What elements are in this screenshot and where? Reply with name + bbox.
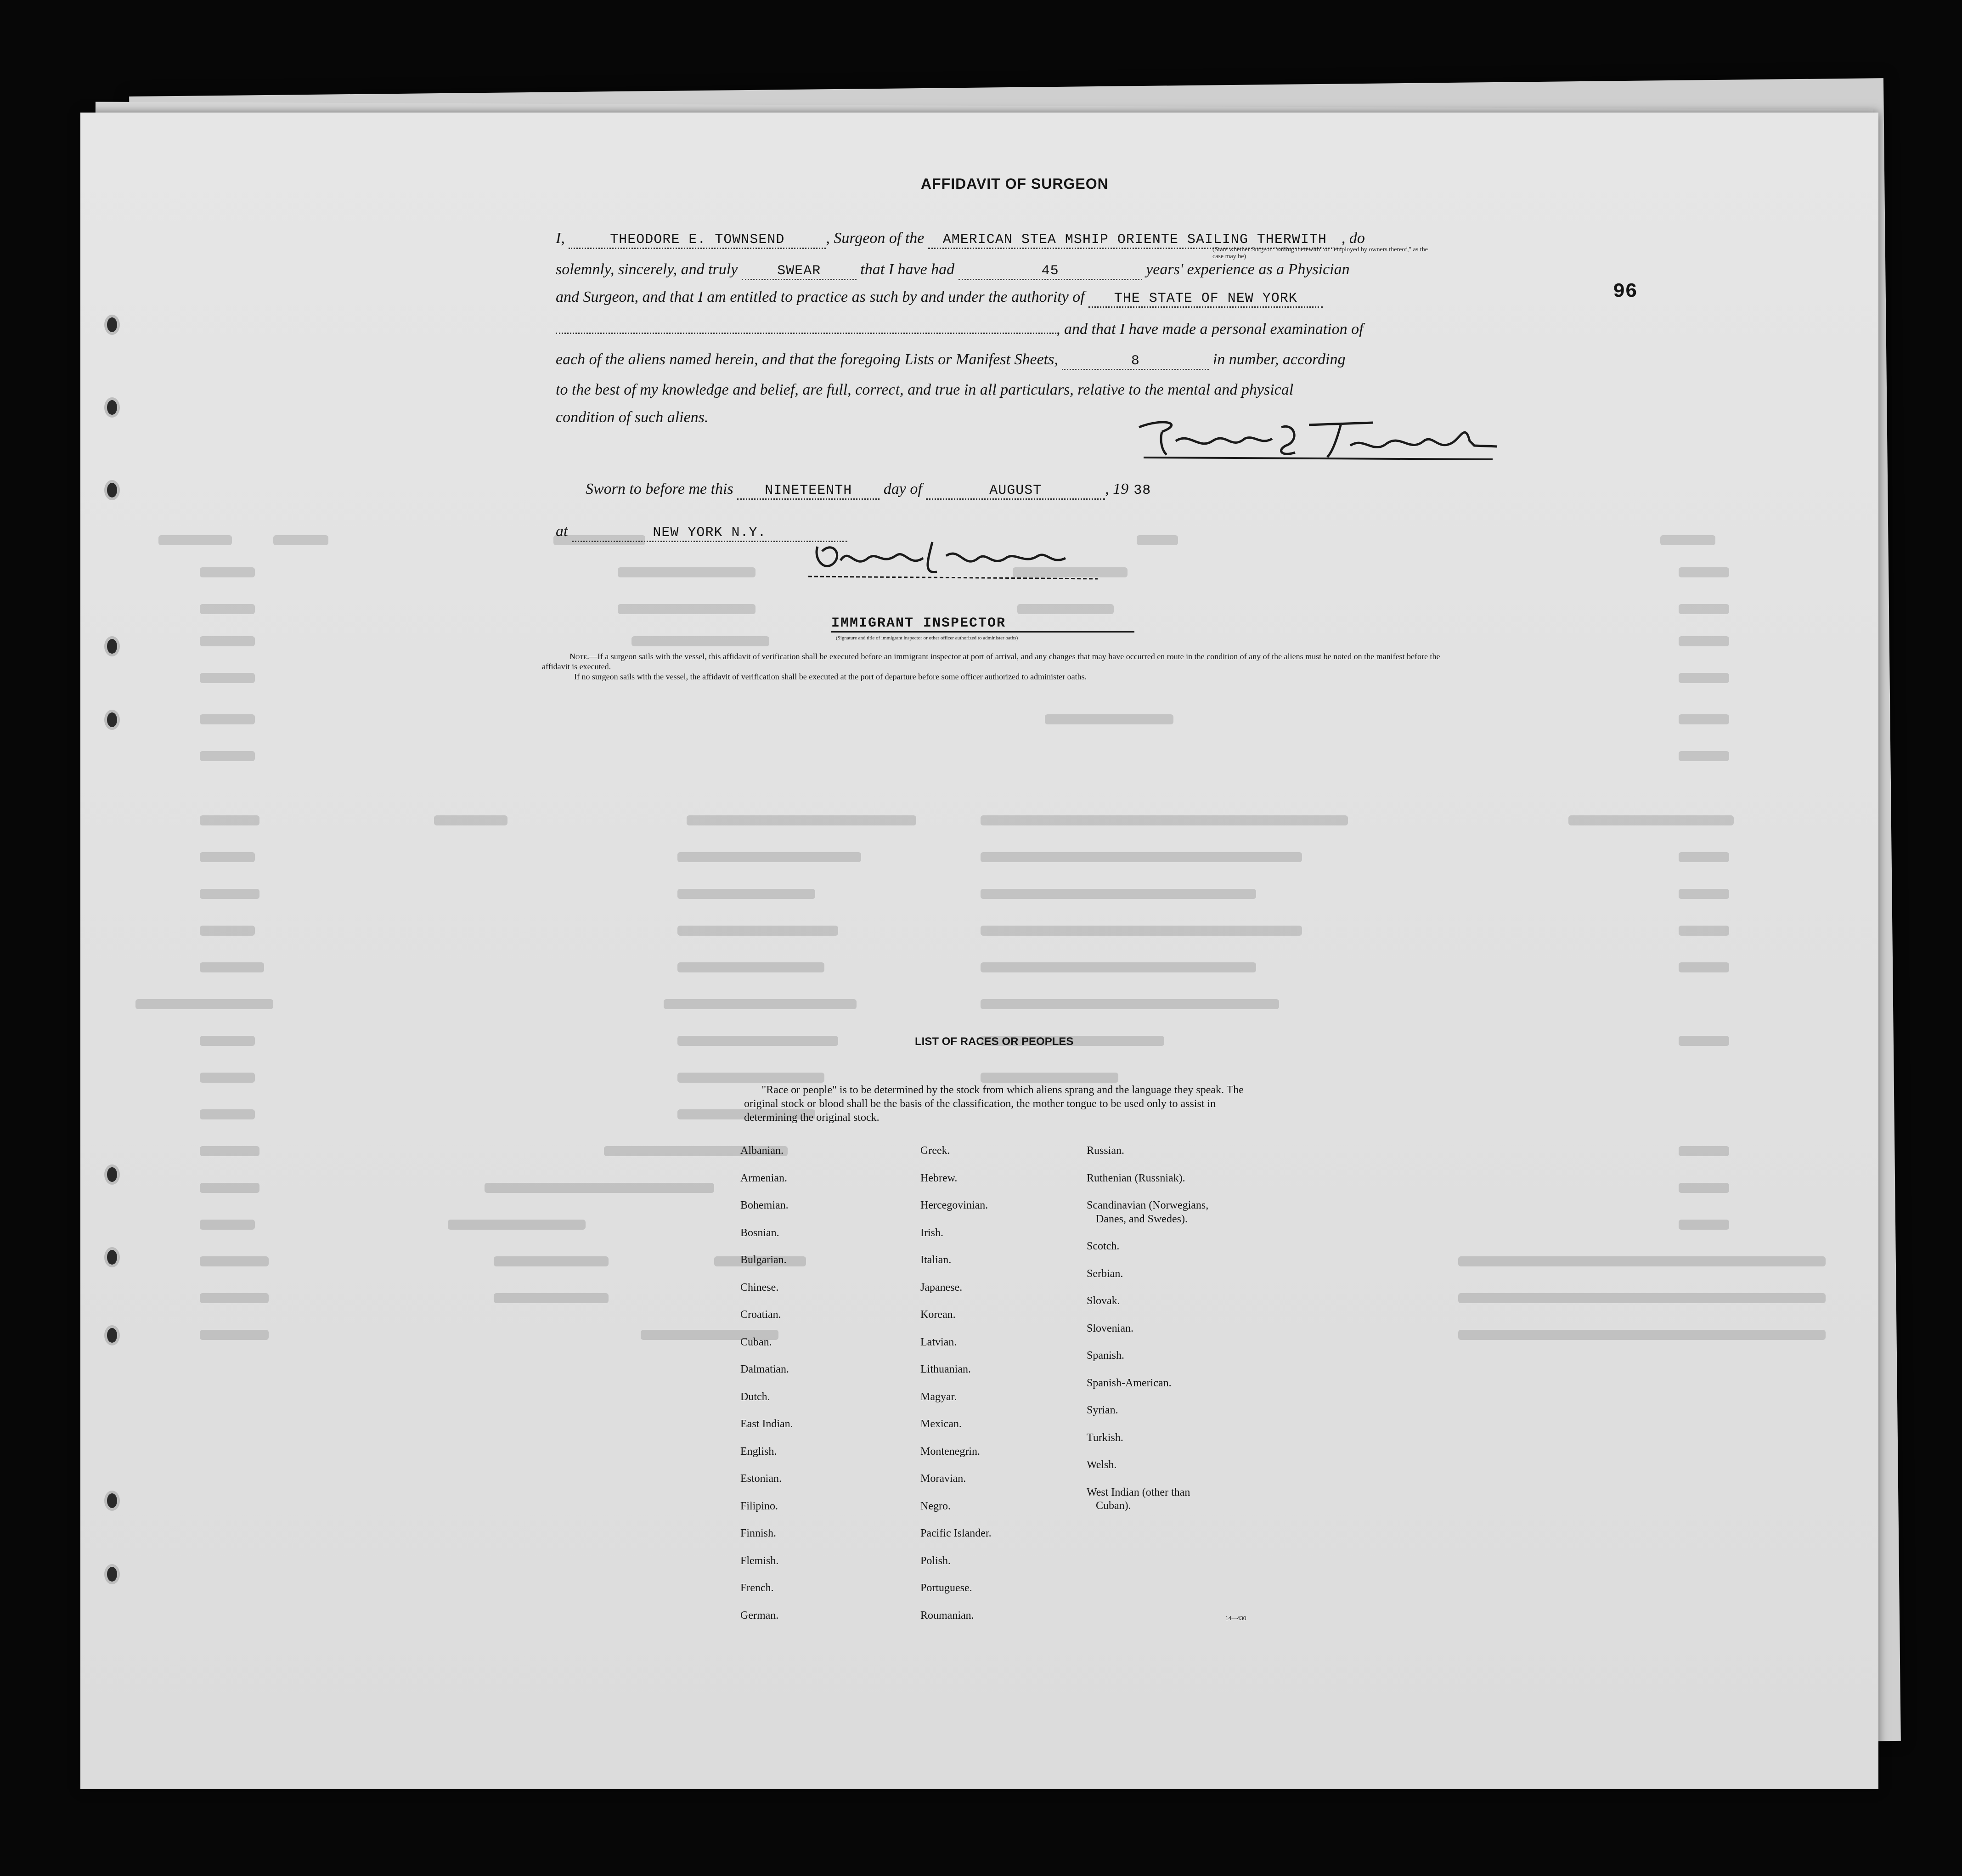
oath-field: SWEAR [742,263,857,280]
race-item: Estonian. [740,1473,782,1485]
race-item: Italian. [920,1254,952,1266]
race-item: Irish. [920,1226,943,1239]
race-item: German. [740,1609,779,1622]
race-item: Japanese. [920,1281,963,1294]
binder-hole [104,1247,120,1267]
affidavit-note [542,651,1456,682]
affidavit-text: I, [556,230,565,247]
vessel-field: AMERICAN STEA MSHIP ORIENTE SAILING THERWITH [928,232,1342,249]
race-item: Danes, and Swedes). [1096,1213,1188,1225]
affidavit-text: , and that I have made a personal examination of [1056,321,1364,338]
binder-hole [104,1564,120,1584]
authority-field-continued [556,333,1056,334]
sworn-year-field: 38 [1133,483,1151,498]
affidavit-text: and Surgeon, and that I am entitled to practice as such by and under the authority of [556,288,1085,305]
affidavit-text: , Surgeon of the [826,230,925,247]
note-paragraph-1 [542,651,1456,672]
sheets-count-field: 8 [1062,353,1209,370]
race-item: Roumanian. [920,1609,974,1622]
race-item: Greek. [920,1145,950,1157]
race-item: East Indian. [740,1418,793,1430]
race-item: Bulgarian. [740,1254,787,1266]
authority-field: THE STATE OF NEW YORK [1088,291,1323,308]
race-item: Chinese. [740,1281,779,1294]
sworn-place-field: NEW YORK N.Y. [572,525,847,542]
race-item: Cuban. [740,1336,772,1348]
affidavit-line-5 [556,351,1346,370]
note-text-1: —If a surgeon sails with the vessel, this affidavit of verification shall be executed before an immigrant inspector at port of arrival, and any changes that may have occurred en route in the condition of any of the aliens must be noted on the manifest before the affidavit is executed. [542,652,1440,671]
race-item: Dalmatian. [740,1363,789,1375]
affidavit-text: Sworn to before me this [586,480,733,497]
binder-hole [104,1164,120,1185]
race-item: Albanian. [740,1145,784,1157]
sworn-day-field: NINETEENTH [737,483,880,500]
race-item: Portuguese. [920,1582,972,1594]
affidavit-text: solemnly, sincerely, and truly [556,261,738,278]
races-column-2 [920,1145,992,1637]
affidavit-text: , 19 [1105,480,1129,497]
race-item: Mexican. [920,1418,962,1430]
binder-hole [104,1491,120,1511]
binder-hole [104,397,120,418]
races-column-3 [1087,1145,1208,1527]
affidavit-line-2 [556,261,1350,280]
race-item: Scandinavian (Norwegians, [1087,1199,1209,1211]
race-item: Russian. [1087,1145,1125,1157]
sheet-number: 96 [1613,280,1637,303]
sworn-line [586,480,1156,500]
affidavit-line-3 [556,288,1323,308]
race-item: Bosnian. [740,1226,779,1239]
affidavit-text: that I have had [860,261,955,278]
race-item: West Indian (other than [1087,1486,1190,1498]
race-item: Negro. [920,1500,951,1512]
binder-hole [104,710,120,730]
binder-hole [104,636,120,656]
race-item: Pacific Islander. [920,1527,992,1539]
race-item: Flemish. [740,1554,779,1567]
race-item: Latvian. [920,1336,957,1348]
races-column-1 [740,1145,793,1637]
race-item: Cuban). [1096,1500,1131,1512]
race-item: English. [740,1445,777,1458]
inspector-title: IMMIGRANT INSPECTOR [831,616,1006,631]
race-item: Serbian. [1087,1267,1123,1280]
sworn-month-field: AUGUST [926,483,1105,500]
race-item: Scotch. [1087,1240,1120,1252]
races-title: LIST OF RACES OR PEOPLES [915,1035,1074,1048]
race-item: Spanish-American. [1087,1377,1172,1389]
affidavit-line-7: condition of such aliens. [556,409,709,426]
race-item: Magyar. [920,1390,957,1403]
surgeon-name-field: THEODORE E. TOWNSEND [569,232,826,249]
binder-hole [104,315,120,335]
race-item: Ruthenian (Russniak). [1087,1172,1185,1184]
affidavit-text: in number, according [1212,351,1346,368]
race-item: Croatian. [740,1309,781,1321]
race-item: French. [740,1582,774,1594]
race-item: Spanish. [1087,1350,1125,1362]
race-item: Polish. [920,1554,951,1567]
affidavit-text: , do [1341,230,1365,247]
race-item: Turkish. [1087,1431,1123,1444]
affidavit-text: each of the aliens named herein, and that the foregoing Lists or Manifest Sheets, [556,351,1058,368]
note-paragraph-2: If no surgeon sails with the vessel, the affidavit of verification shall be executed at the port of departure before some officer authorized to administer oaths. [574,672,1087,681]
affidavit-text: years' experience as a Physician [1146,261,1350,278]
page-title: AFFIDAVIT OF SURGEON [921,175,1109,192]
affidavit-line-4 [556,321,1364,338]
races-description: "Race or people" is to be determined by the stock from which aliens sprang and the language they speak. The original stock or blood shall be the basis of the classification, the mother tongue to be used only to assist in determining the original stock. [744,1084,1244,1124]
years-field: 45 [958,263,1142,280]
race-item: Finnish. [740,1527,777,1539]
binder-hole [104,480,120,500]
race-item: Hebrew. [920,1172,958,1184]
affidavit-text: day of [883,480,922,497]
affidavit-line-6: to the best of my knowledge and belief, are full, correct, and true in all particulars, relative to the mental and physical [556,381,1294,398]
race-item: Hercegovinian. [920,1199,988,1211]
race-item: Syrian. [1087,1404,1118,1416]
inspector-title-rule [831,631,1134,633]
race-item: Slovak. [1087,1295,1120,1307]
vessel-note: (State whether Surgeon "sailing therewith" or "employed by owners thereof," as the case may be) [1212,246,1428,260]
binder-hole [104,1325,120,1345]
note-label: Note. [569,652,589,661]
race-item: Lithuanian. [920,1363,971,1375]
sworn-place-line [556,523,847,542]
race-item: Dutch. [740,1390,770,1403]
form-number: 14—430 [1225,1615,1246,1622]
surgeon-signature [1134,413,1502,464]
race-item: Bohemian. [740,1199,789,1211]
race-item: Welsh. [1087,1459,1117,1471]
race-item: Filipino. [740,1500,778,1512]
inspector-signature [808,533,1102,583]
race-item: Montenegrin. [920,1445,980,1458]
race-item: Slovenian. [1087,1322,1133,1334]
affidavit-text: at [556,523,568,540]
race-item: Moravian. [920,1473,966,1485]
race-item: Armenian. [740,1172,787,1184]
race-item: Korean. [920,1309,956,1321]
inspector-note: (Signature and title of immigrant inspector or other officer authorized to administer oaths) [836,635,1018,641]
